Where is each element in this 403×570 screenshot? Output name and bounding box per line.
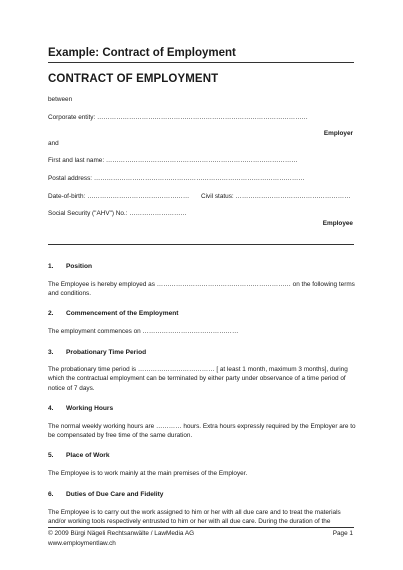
section-number: 2. <box>48 310 54 317</box>
postal-address-field: Postal address: ……………………………………………………………………………………… <box>48 175 305 182</box>
section-title: Commencement of the Employment <box>66 310 179 317</box>
section-text: The Employee is to carry out the work assigned to him or her with all due care and to treat the materials and/or working tools respectively entrusted to him or her with all due care. During the duration of the <box>48 509 341 526</box>
section-title: Place of Work <box>66 452 110 459</box>
section-text: The normal weekly working hours are ………… hours. Extra hours expressly required by the Employer are to be compensated by free time of the same duration. <box>48 423 356 440</box>
page-number: Page 1 <box>332 530 353 537</box>
page-title: Example: Contract of Employment <box>48 47 236 59</box>
header-divider <box>48 62 354 63</box>
civil-status-field: Civil status: ……………………………………………… <box>201 193 351 200</box>
date-of-birth-field: Date-of-birth: ………………………………………… <box>48 193 190 200</box>
employee-label: Employee <box>322 220 353 227</box>
section-number: 1. <box>48 263 54 270</box>
footer-website[interactable]: www.employmentlaw.ch <box>48 540 116 547</box>
contract-title: CONTRACT OF EMPLOYMENT <box>48 73 219 85</box>
footer-divider <box>48 527 354 528</box>
corporate-entity-field: Corporate entity: ……………………………………………………………………………………… <box>48 114 308 121</box>
section-text: The probationary time period is ……………………………… [ at least 1 month, maximum 3 months], during which the contractual employment can be terminated by either party under observance of a time period of notice of 7 days. <box>48 366 348 392</box>
footer-copyright: © 2009 Bürgi Nägeli Rechtsanwälte / LawMedia AG <box>48 530 195 537</box>
and-label: and <box>48 140 59 147</box>
section-text: The Employee is to work mainly at the main premises of the Employer. <box>48 470 248 477</box>
section-title: Working Hours <box>66 405 114 412</box>
section-text: The employment commences on ……………………………………… <box>48 328 239 335</box>
section-number: 5. <box>48 452 54 459</box>
between-label: between <box>48 96 73 103</box>
parties-divider <box>48 244 354 245</box>
social-security-field: Social Security ("AHV") No.: ……………………… <box>48 210 187 217</box>
first-last-name-field: First and last name: ……………………………………………………………………………… <box>48 157 298 164</box>
section-text: The Employee is hereby employed as ……………………………………………………… on the following terms and conditions. <box>48 281 355 298</box>
section-number: 3. <box>48 349 54 356</box>
section-title: Duties of Due Care and Fidelity <box>66 491 164 498</box>
employer-label: Employer <box>323 130 353 137</box>
section-number: 6. <box>48 491 54 498</box>
section-title: Probationary Time Period <box>66 349 147 356</box>
section-title: Position <box>66 263 93 270</box>
section-number: 4. <box>48 405 54 412</box>
